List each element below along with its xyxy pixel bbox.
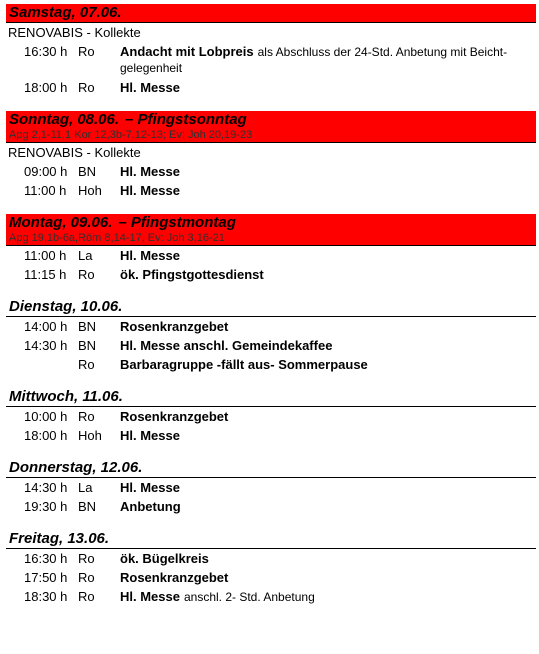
event-title: ök. Pfingstgottesdienst	[120, 267, 264, 282]
list-item	[0, 407, 539, 426]
list-item	[0, 336, 539, 355]
list-item	[0, 42, 539, 78]
list-item	[0, 478, 539, 497]
event-text	[120, 568, 539, 587]
event-place: Ro	[78, 44, 95, 59]
event-place: Ro	[78, 409, 95, 424]
event-text	[120, 162, 539, 181]
event-time: 17:50 h	[24, 570, 68, 585]
day-title: Montag, 09.06.	[9, 214, 113, 231]
list-item	[0, 317, 539, 336]
event-time: 10:00 h	[24, 409, 68, 424]
event-title: Hl. Messe	[120, 183, 180, 198]
day-friday	[0, 530, 539, 607]
event-place: La	[78, 480, 93, 495]
event-text	[120, 78, 539, 97]
event-title: Hl. Messe	[120, 589, 180, 604]
event-time: 19:30 h	[24, 499, 68, 514]
event-place: La	[78, 248, 93, 263]
day-header	[6, 298, 536, 317]
list-item	[0, 78, 539, 97]
event-title: Rosenkranzgebet	[120, 319, 229, 334]
event-text	[120, 336, 539, 355]
day-sunday	[0, 111, 539, 200]
event-title: Hl. Messe	[120, 80, 180, 95]
event-text	[120, 497, 539, 516]
feast-name: – Pfingstmontag	[118, 214, 236, 231]
event-title: Barbaragruppe -fällt aus- Sommerpause	[120, 357, 368, 372]
event-title: Rosenkranzgebet	[120, 570, 229, 585]
event-time: 09:00 h	[24, 164, 68, 179]
day-header	[6, 111, 536, 129]
day-header	[6, 214, 536, 232]
day-monday	[0, 214, 539, 284]
event-extra: als Abschluss der 24-Std. Anbetung mit Beicht-gelegenheit	[120, 45, 508, 75]
event-text	[120, 355, 539, 374]
event-place: Ro	[78, 589, 95, 604]
day-thursday	[0, 459, 539, 516]
event-time: 16:30 h	[24, 44, 68, 59]
event-title: ök. Bügelkreis	[120, 551, 209, 566]
collection-note: RENOVABIS - Kollekte	[8, 25, 141, 40]
event-text	[120, 478, 539, 497]
day-header	[6, 459, 536, 478]
day-title: Sonntag, 08.06.	[9, 111, 120, 128]
day-saturday	[0, 4, 539, 97]
list-item	[0, 426, 539, 445]
event-place: Hoh	[78, 428, 102, 443]
event-text	[120, 549, 539, 568]
event-title: Andacht mit Lobpreis	[120, 44, 254, 59]
list-item	[0, 355, 539, 374]
bible-readings: Apg 19,1b-6a,Röm 8,14-17, Ev: Joh 3,16-21	[6, 232, 536, 246]
event-extra: anschl. 2- Std. Anbetung	[183, 590, 315, 604]
list-item	[0, 162, 539, 181]
collection-note: RENOVABIS - Kollekte	[8, 145, 141, 160]
event-time: 14:30 h	[24, 480, 68, 495]
event-title: Anbetung	[120, 499, 181, 514]
event-text	[120, 426, 539, 445]
event-title: Rosenkranzgebet	[120, 409, 229, 424]
event-time: 18:00 h	[24, 80, 68, 95]
event-text	[120, 587, 539, 607]
day-title: Samstag, 07.06.	[9, 4, 122, 21]
event-title: Hl. Messe	[120, 480, 180, 495]
event-title: Hl. Messe anschl. Gemeindekaffee	[120, 338, 333, 353]
event-place: Ro	[78, 570, 95, 585]
list-item	[0, 181, 539, 200]
event-place: Ro	[78, 551, 95, 566]
event-text	[120, 317, 539, 336]
event-text	[120, 181, 539, 200]
day-title: Donnerstag, 12.06.	[9, 459, 143, 476]
event-time: 18:30 h	[24, 589, 68, 604]
list-item	[0, 497, 539, 516]
day-wednesday	[0, 388, 539, 445]
bible-readings: Apg 2,1-11,1 Kor 12,3b-7.12-13; Ev: Joh 20,19-23	[6, 129, 536, 143]
event-place: Ro	[78, 267, 95, 282]
event-text	[120, 407, 539, 426]
event-time: 11:00 h	[24, 248, 67, 263]
event-place: Hoh	[78, 183, 102, 198]
event-title: Hl. Messe	[120, 248, 180, 263]
day-header	[6, 530, 536, 549]
list-item	[0, 265, 539, 284]
event-title: Hl. Messe	[120, 164, 180, 179]
day-header	[6, 388, 536, 407]
day-title: Mittwoch, 11.06.	[9, 388, 123, 405]
list-item	[0, 587, 539, 607]
event-text	[120, 42, 539, 76]
event-place: BN	[78, 164, 97, 179]
feast-name: – Pfingstsonntag	[125, 111, 247, 128]
event-title: Hl. Messe	[120, 428, 180, 443]
event-place: Ro	[78, 357, 95, 372]
event-time: 14:00 h	[24, 319, 68, 334]
day-tuesday	[0, 298, 539, 374]
event-place: Ro	[78, 80, 95, 95]
event-time: 14:30 h	[24, 338, 68, 353]
event-time: 16:30 h	[24, 551, 68, 566]
event-place: BN	[78, 338, 97, 353]
day-title: Dienstag, 10.06.	[9, 298, 123, 315]
event-time: 18:00 h	[24, 428, 68, 443]
list-item	[0, 246, 539, 265]
event-time: 11:00 h	[24, 183, 67, 198]
list-item	[0, 549, 539, 568]
event-place: BN	[78, 499, 97, 514]
day-header	[6, 4, 536, 23]
list-item	[0, 568, 539, 587]
event-text	[120, 265, 539, 284]
event-place: BN	[78, 319, 97, 334]
event-text	[120, 246, 539, 265]
day-title: Freitag, 13.06.	[9, 530, 110, 547]
event-time: 11:15 h	[24, 267, 67, 282]
